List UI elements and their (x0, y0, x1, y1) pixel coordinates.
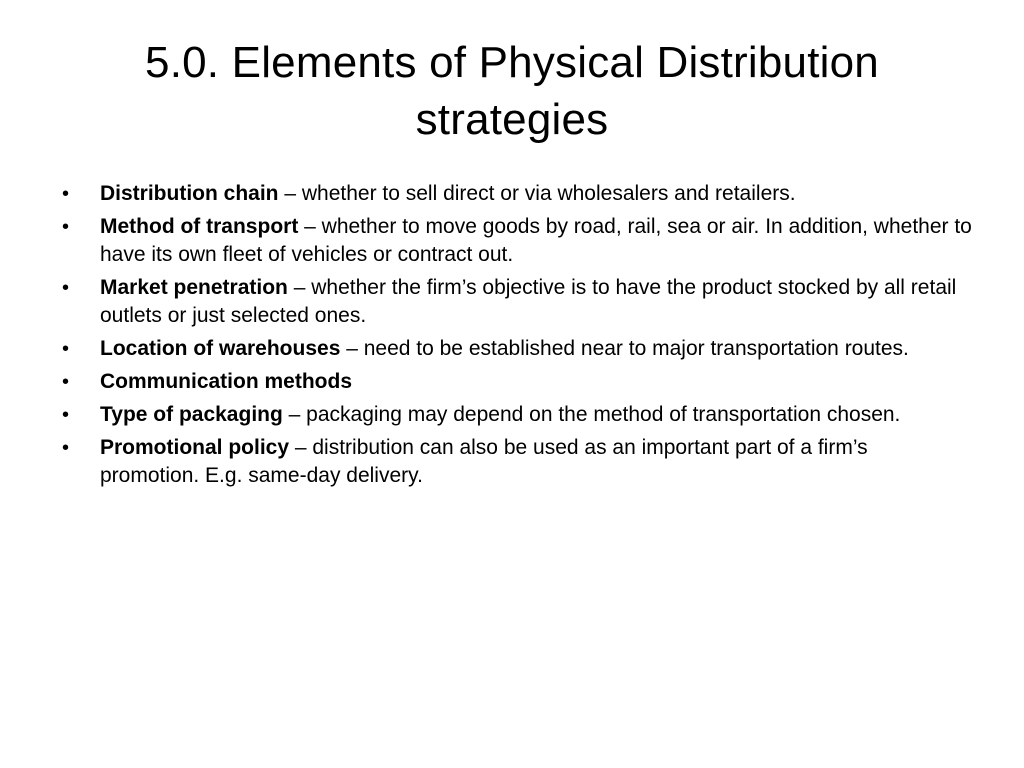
bullet-text: – whether to move goods by road, rail, sea or air. In addition, whether to have its own fleet of vehicles or contract out. (100, 215, 972, 266)
slide-title: 5.0. Elements of Physical Distribution strategies (145, 38, 879, 144)
bullet-term: Communication methods (100, 370, 353, 393)
bullet-promotional-policy (62, 434, 972, 490)
bullet-term: Distribution chain (100, 182, 279, 205)
bullet-term: Market penetration (100, 276, 288, 299)
bullet-marker: • (62, 404, 70, 426)
bullet-marker: • (62, 277, 70, 299)
bullet-marker: • (62, 183, 70, 205)
bullet-term: Promotional policy (100, 436, 290, 459)
bullet-marker: • (62, 338, 70, 360)
bullet-term: Type of packaging (100, 403, 283, 426)
bullet-distribution-chain (62, 180, 972, 208)
bullet-term: Location of warehouses (100, 337, 341, 360)
bullet-text: – whether the firm’s objective is to have the product stocked by all retail outlets or just selected ones. (100, 276, 957, 327)
bullet-text: – packaging may depend on the method of transportation chosen. (282, 403, 901, 426)
bullet-method-of-transport (62, 213, 972, 269)
bullet-list (62, 180, 972, 495)
bullet-text: – distribution can also be used as an important part of a firm’s promotion. E.g. same-day delivery. (100, 436, 868, 487)
bullet-marker: • (62, 371, 70, 393)
bullet-market-penetration (62, 274, 972, 330)
bullet-location-of-warehouses (62, 335, 972, 363)
bullet-term: Method of transport (100, 215, 299, 238)
bullet-marker: • (62, 216, 70, 238)
bullet-marker: • (62, 437, 70, 459)
bullet-communication-methods (62, 368, 972, 396)
bullet-text: – whether to sell direct or via wholesalers and retailers. (278, 182, 796, 205)
bullet-text: – need to be established near to major transportation routes. (340, 337, 909, 360)
bullet-type-of-packaging (62, 401, 972, 429)
